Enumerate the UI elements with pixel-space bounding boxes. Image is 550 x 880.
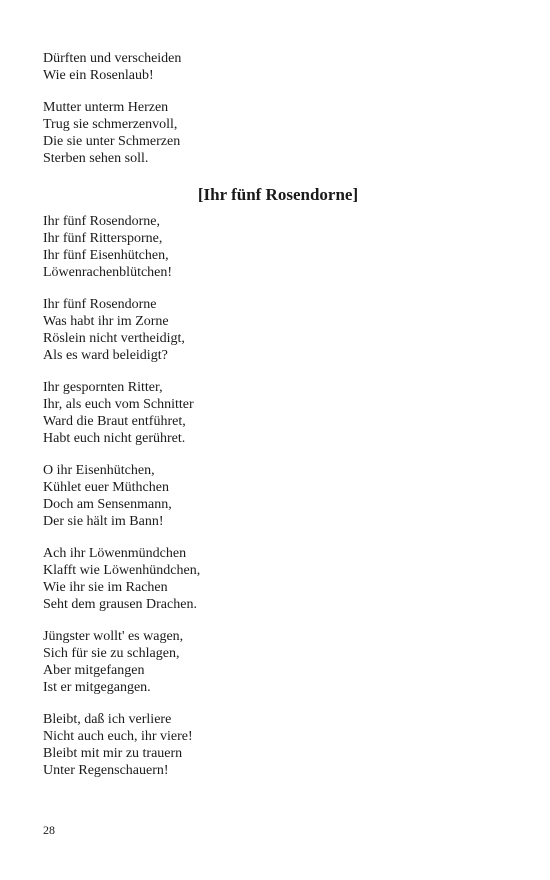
verse-line: Kühlet euer Müthchen [43,480,169,495]
stanza-6 [43,628,513,696]
verse-line: Ihr gespornten Ritter, [43,380,163,395]
verse-line: O ihr Eisenhütchen, [43,463,155,478]
page-body [43,50,513,794]
verse-line: Mutter unterm Herzen [43,100,169,115]
verse-line: Ihr fünf Rosendorne [43,297,157,312]
stanza-3 [43,379,513,447]
verse-line: Wie ihr sie im Rachen [43,580,168,595]
verse-line: Klafft wie Löwenhündchen, [43,563,201,578]
verse-line: Bleibt, daß ich verliere [43,712,172,727]
verse-line: Jüngster wollt' es wagen, [43,629,184,644]
verse-line: Wie ein Rosenlaub! [43,68,154,83]
stanza-1 [43,213,513,281]
verse-line: Ihr, als euch vom Schnitter [43,397,194,412]
verse-line: Ist er mitgegangen. [43,680,151,695]
verse-line: Nicht auch euch, ihr viere! [43,729,193,744]
verse-line: Die sie unter Schmerzen [43,134,181,149]
verse-line: Sterben sehen soll. [43,151,149,166]
verse-line: Röslein nicht vertheidigt, [43,331,185,346]
verse-line: Der sie hält im Bann! [43,514,164,529]
verse-line: Ihr fünf Eisenhütchen, [43,248,169,263]
verse-line: Löwenrachenblütchen! [43,265,173,280]
verse-line: Habt euch nicht gerühret. [43,431,186,446]
poem-title: [Ihr fünf Rosendorne] [197,185,359,204]
verse-line: Als es ward beleidigt? [43,348,168,363]
stanza-before-title [43,99,513,167]
stanza-4 [43,462,513,530]
stanza-5 [43,545,513,613]
page-number: 28 [43,823,55,837]
verse-line: Dürften und verscheiden [43,51,182,66]
stanza-7 [43,711,513,779]
verse-line: Was habt ihr im Zorne [43,314,169,329]
verse-line: Seht dem grausen Drachen. [43,597,197,612]
verse-line: Trug sie schmerzenvoll, [43,117,178,132]
verse-line: Bleibt mit mir zu trauern [43,746,183,761]
verse-line: Ihr fünf Rittersporne, [43,231,163,246]
verse-line: Ihr fünf Rosendorne, [43,214,161,229]
verse-line: Doch am Sensenmann, [43,497,172,512]
verse-line: Ward die Braut entführet, [43,414,186,429]
verse-line: Aber mitgefangen [43,663,145,678]
verse-line: Unter Regenschauern! [43,763,169,778]
stanza-fragment [43,50,513,84]
verse-line: Sich für sie zu schlagen, [43,646,180,661]
verse-line: Ach ihr Löwenmündchen [43,546,187,561]
stanza-2 [43,296,513,364]
